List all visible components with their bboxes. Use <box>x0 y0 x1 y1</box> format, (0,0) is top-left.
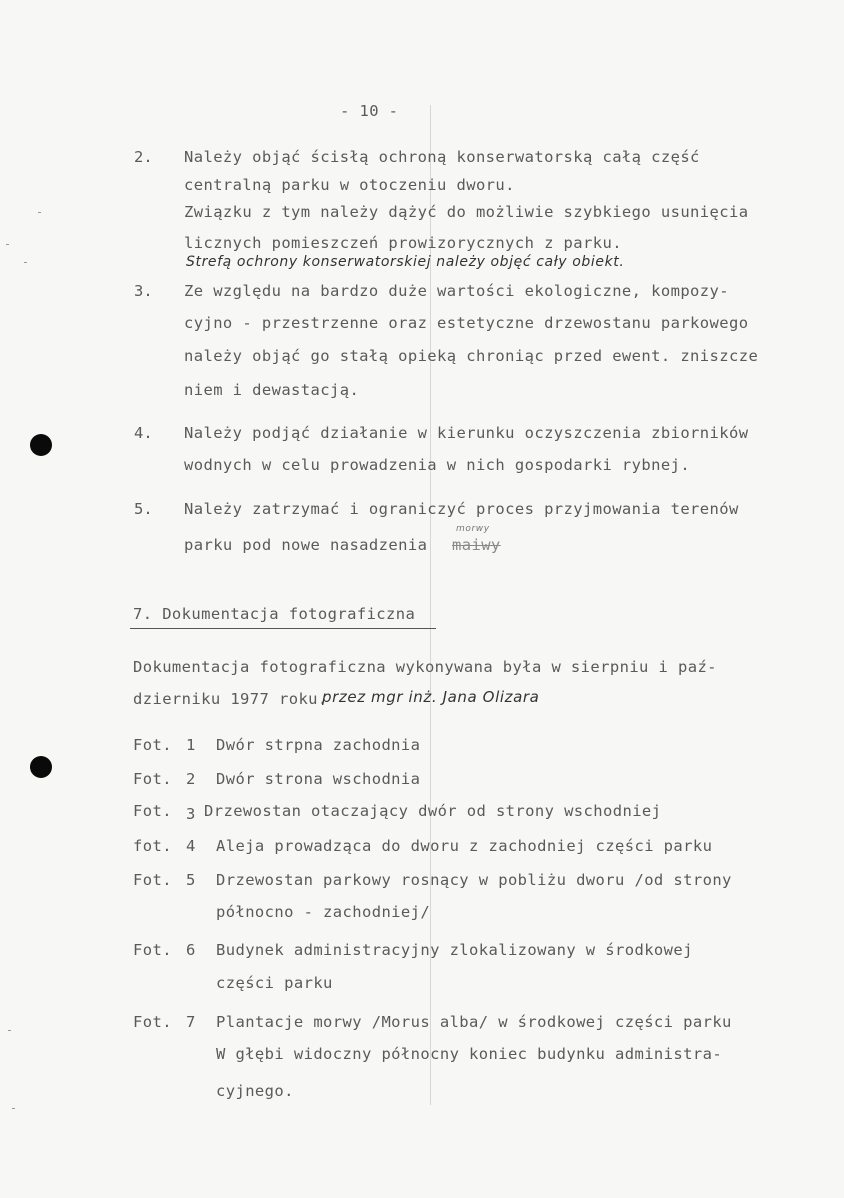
item-3-line-3: należy objąć go stałą opieką chroniąc przed ewent. zniszcze <box>184 347 759 365</box>
margin-speck <box>6 244 9 245</box>
item-number: 3. <box>134 282 153 300</box>
photo-number: 3 <box>186 805 196 823</box>
photo-description: Plantacje morwy /Morus alba/ w środkowej części parku <box>216 1013 732 1031</box>
item-2-line-4: licznych pomieszczeń prowizorycznych z parku. <box>184 234 622 252</box>
photo-label: Fot. <box>133 770 172 788</box>
margin-speck <box>8 1030 11 1031</box>
photo-description-cont: cyjnego. <box>216 1082 294 1100</box>
punch-hole-top <box>30 434 52 456</box>
item-3-line-1: Ze względu na bardzo duże wartości ekologiczne, kompozy- <box>184 282 729 300</box>
intro-line-1: Dokumentacja fotograficzna wykonywana była w sierpniu i paź- <box>133 658 717 676</box>
item-number: 5. <box>134 500 153 518</box>
item-2-line-2: centralną parku w otoczeniu dworu. <box>184 176 515 194</box>
item-4-line-1: Należy podjąć działanie w kierunku oczyszczenia zbiorników <box>184 424 749 442</box>
item-3-line-4: niem i dewastacją. <box>184 381 360 399</box>
photo-number: 6 <box>186 941 196 959</box>
item-5-line-2: parku pod nowe nasadzenia <box>184 536 428 554</box>
item-2-line-1: Należy objąć ścisłą ochroną konserwatorską całą część <box>184 148 700 166</box>
photo-label: Fot. <box>133 736 172 754</box>
photo-description-cont: W głębi widoczny północny koniec budynku administra- <box>216 1045 723 1063</box>
item-5-insert-note: morwy <box>456 524 490 534</box>
item-number: 4. <box>134 424 153 442</box>
photo-description: Budynek administracyjny zlokalizowany w środkowej <box>216 941 693 959</box>
margin-speck <box>24 262 27 263</box>
photo-description: Dwór strona wschodnia <box>216 770 421 788</box>
item-5-struck-word: maiwy <box>452 536 501 554</box>
photo-label: Fot. <box>133 1013 172 1031</box>
intro-handwritten: przez mgr inż. Jana Olizara <box>322 688 540 706</box>
item-number: 2. <box>134 148 153 166</box>
photo-description: Aleja prowadząca do dworu z zachodniej części parku <box>216 837 713 855</box>
photo-description-cont: północno - zachodniej/ <box>216 903 431 921</box>
margin-speck <box>38 212 41 213</box>
intro-line-2: dzierniku 1977 roku. <box>133 690 328 708</box>
photo-description: Drzewostan parkowy rosnący w pobliżu dworu /od strony <box>216 871 732 889</box>
photo-description-cont: części parku <box>216 974 333 992</box>
punch-hole-bottom <box>30 756 52 778</box>
photo-description: Drzewostan otaczający dwór od strony wschodniej <box>204 802 662 820</box>
item-2-handwritten-note: Strefą ochrony konserwatorskiej należy objęć cały obiekt. <box>186 254 625 270</box>
margin-speck <box>12 1108 15 1109</box>
page-number: - 10 - <box>340 102 399 120</box>
item-5-line-1: Należy zatrzymać i ograniczyć proces przyjmowania terenów <box>184 500 739 518</box>
photo-number: 5 <box>186 871 196 889</box>
photo-label: fot. <box>133 837 172 855</box>
photo-number: 4 <box>186 837 196 855</box>
photo-number: 1 <box>186 736 196 754</box>
photo-label: Fot. <box>133 871 172 889</box>
item-3-line-2: cyjno - przestrzenne oraz estetyczne drzewostanu parkowego <box>184 314 749 332</box>
photo-number: 7 <box>186 1013 196 1031</box>
photo-description: Dwór strpna zachodnia <box>216 736 421 754</box>
item-2-line-3: Związku z tym należy dążyć do możliwie szybkiego usunięcia <box>184 203 749 221</box>
section-heading: 7. Dokumentacja fotograficzna <box>133 605 416 623</box>
section-heading-underline <box>130 628 436 629</box>
photo-number: 2 <box>186 770 196 788</box>
item-4-line-2: wodnych w celu prowadzenia w nich gospodarki rybnej. <box>184 456 691 474</box>
photo-label: Fot. <box>133 941 172 959</box>
photo-label: Fot. <box>133 802 172 820</box>
